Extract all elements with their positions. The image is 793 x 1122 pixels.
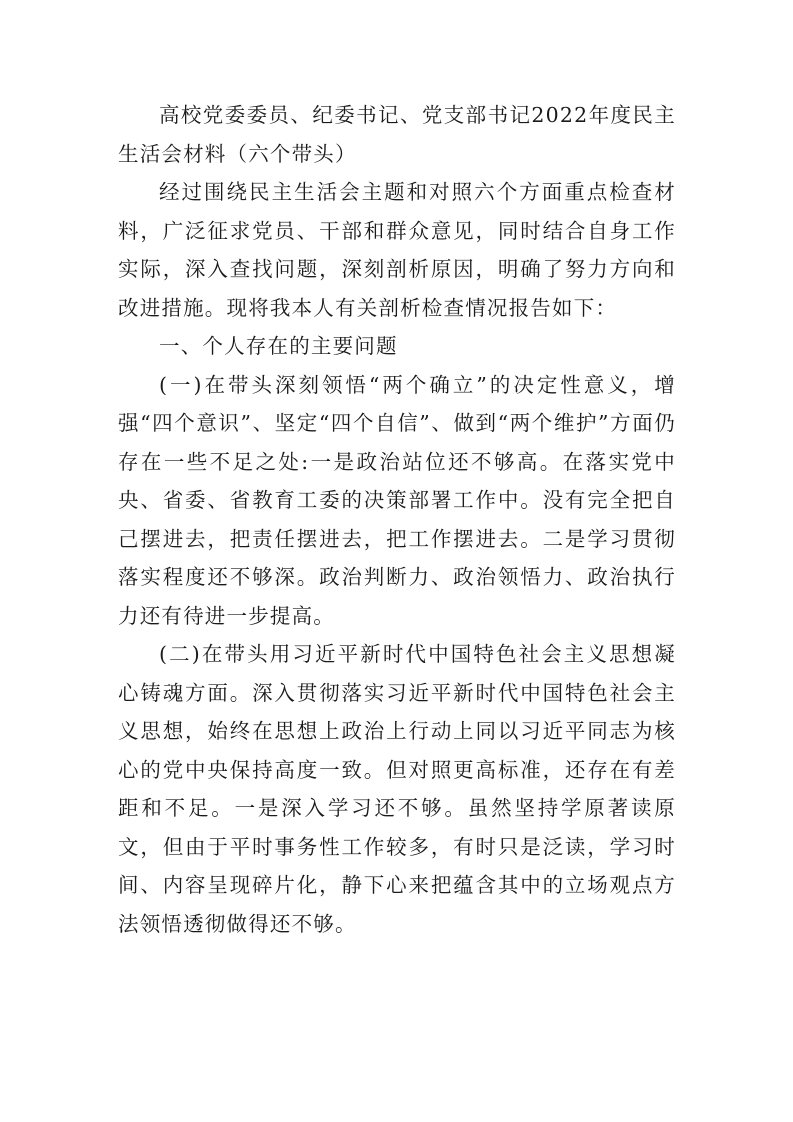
item-1-paragraph: (一)在带头深刻领悟“两个确立”的决定性意义，增强“四个意识”、坚定“四个自信”、做到“两个维护”方面仍存在一些不足之处:一是政治站位还不够高。在落实党中央、省委、省教育工委的决策部署工作中。没有完全把自己摆进去，把责任摆进去，把工作摆进去。二是学习贯彻落实程度还不够深。政治判断力、政治领悟力、政治执行力还有待进一步提高。 bbox=[118, 372, 676, 628]
section-heading: 一、个人存在的主要问题 bbox=[159, 334, 398, 358]
intro-paragraph: 经过围绕民主生活会主题和对照六个方面重点检查材料，广泛征求党员、干部和群众意见，同时结合自身工作实际，深入查找问题，深刻剖析原因，明确了努力方向和改进措施。现将我本人有关剖析检查情况报告如下： bbox=[118, 180, 676, 320]
document-title: 高校党委委员、纪委书记、党支部书记2022年度民主生活会材料（六个带头） bbox=[118, 103, 676, 166]
document-body bbox=[118, 96, 676, 943]
item-2-paragraph: (二)在带头用习近平新时代中国特色社会主义思想凝心铸魂方面。深入贯彻落实习近平新时代中国特色社会主义思想，始终在思想上政治上行动上同以习近平同志为核心的党中央保持高度一致。但对照更高标准，还存在有差距和不足。一是深入学习还不够。虽然坚持学原著读原文，但由于平时事务性工作较多，有时只是泛读，学习时间、内容呈现碎片化，静下心来把蕴含其中的立场观点方法领悟透彻做得还不够。 bbox=[118, 642, 676, 936]
